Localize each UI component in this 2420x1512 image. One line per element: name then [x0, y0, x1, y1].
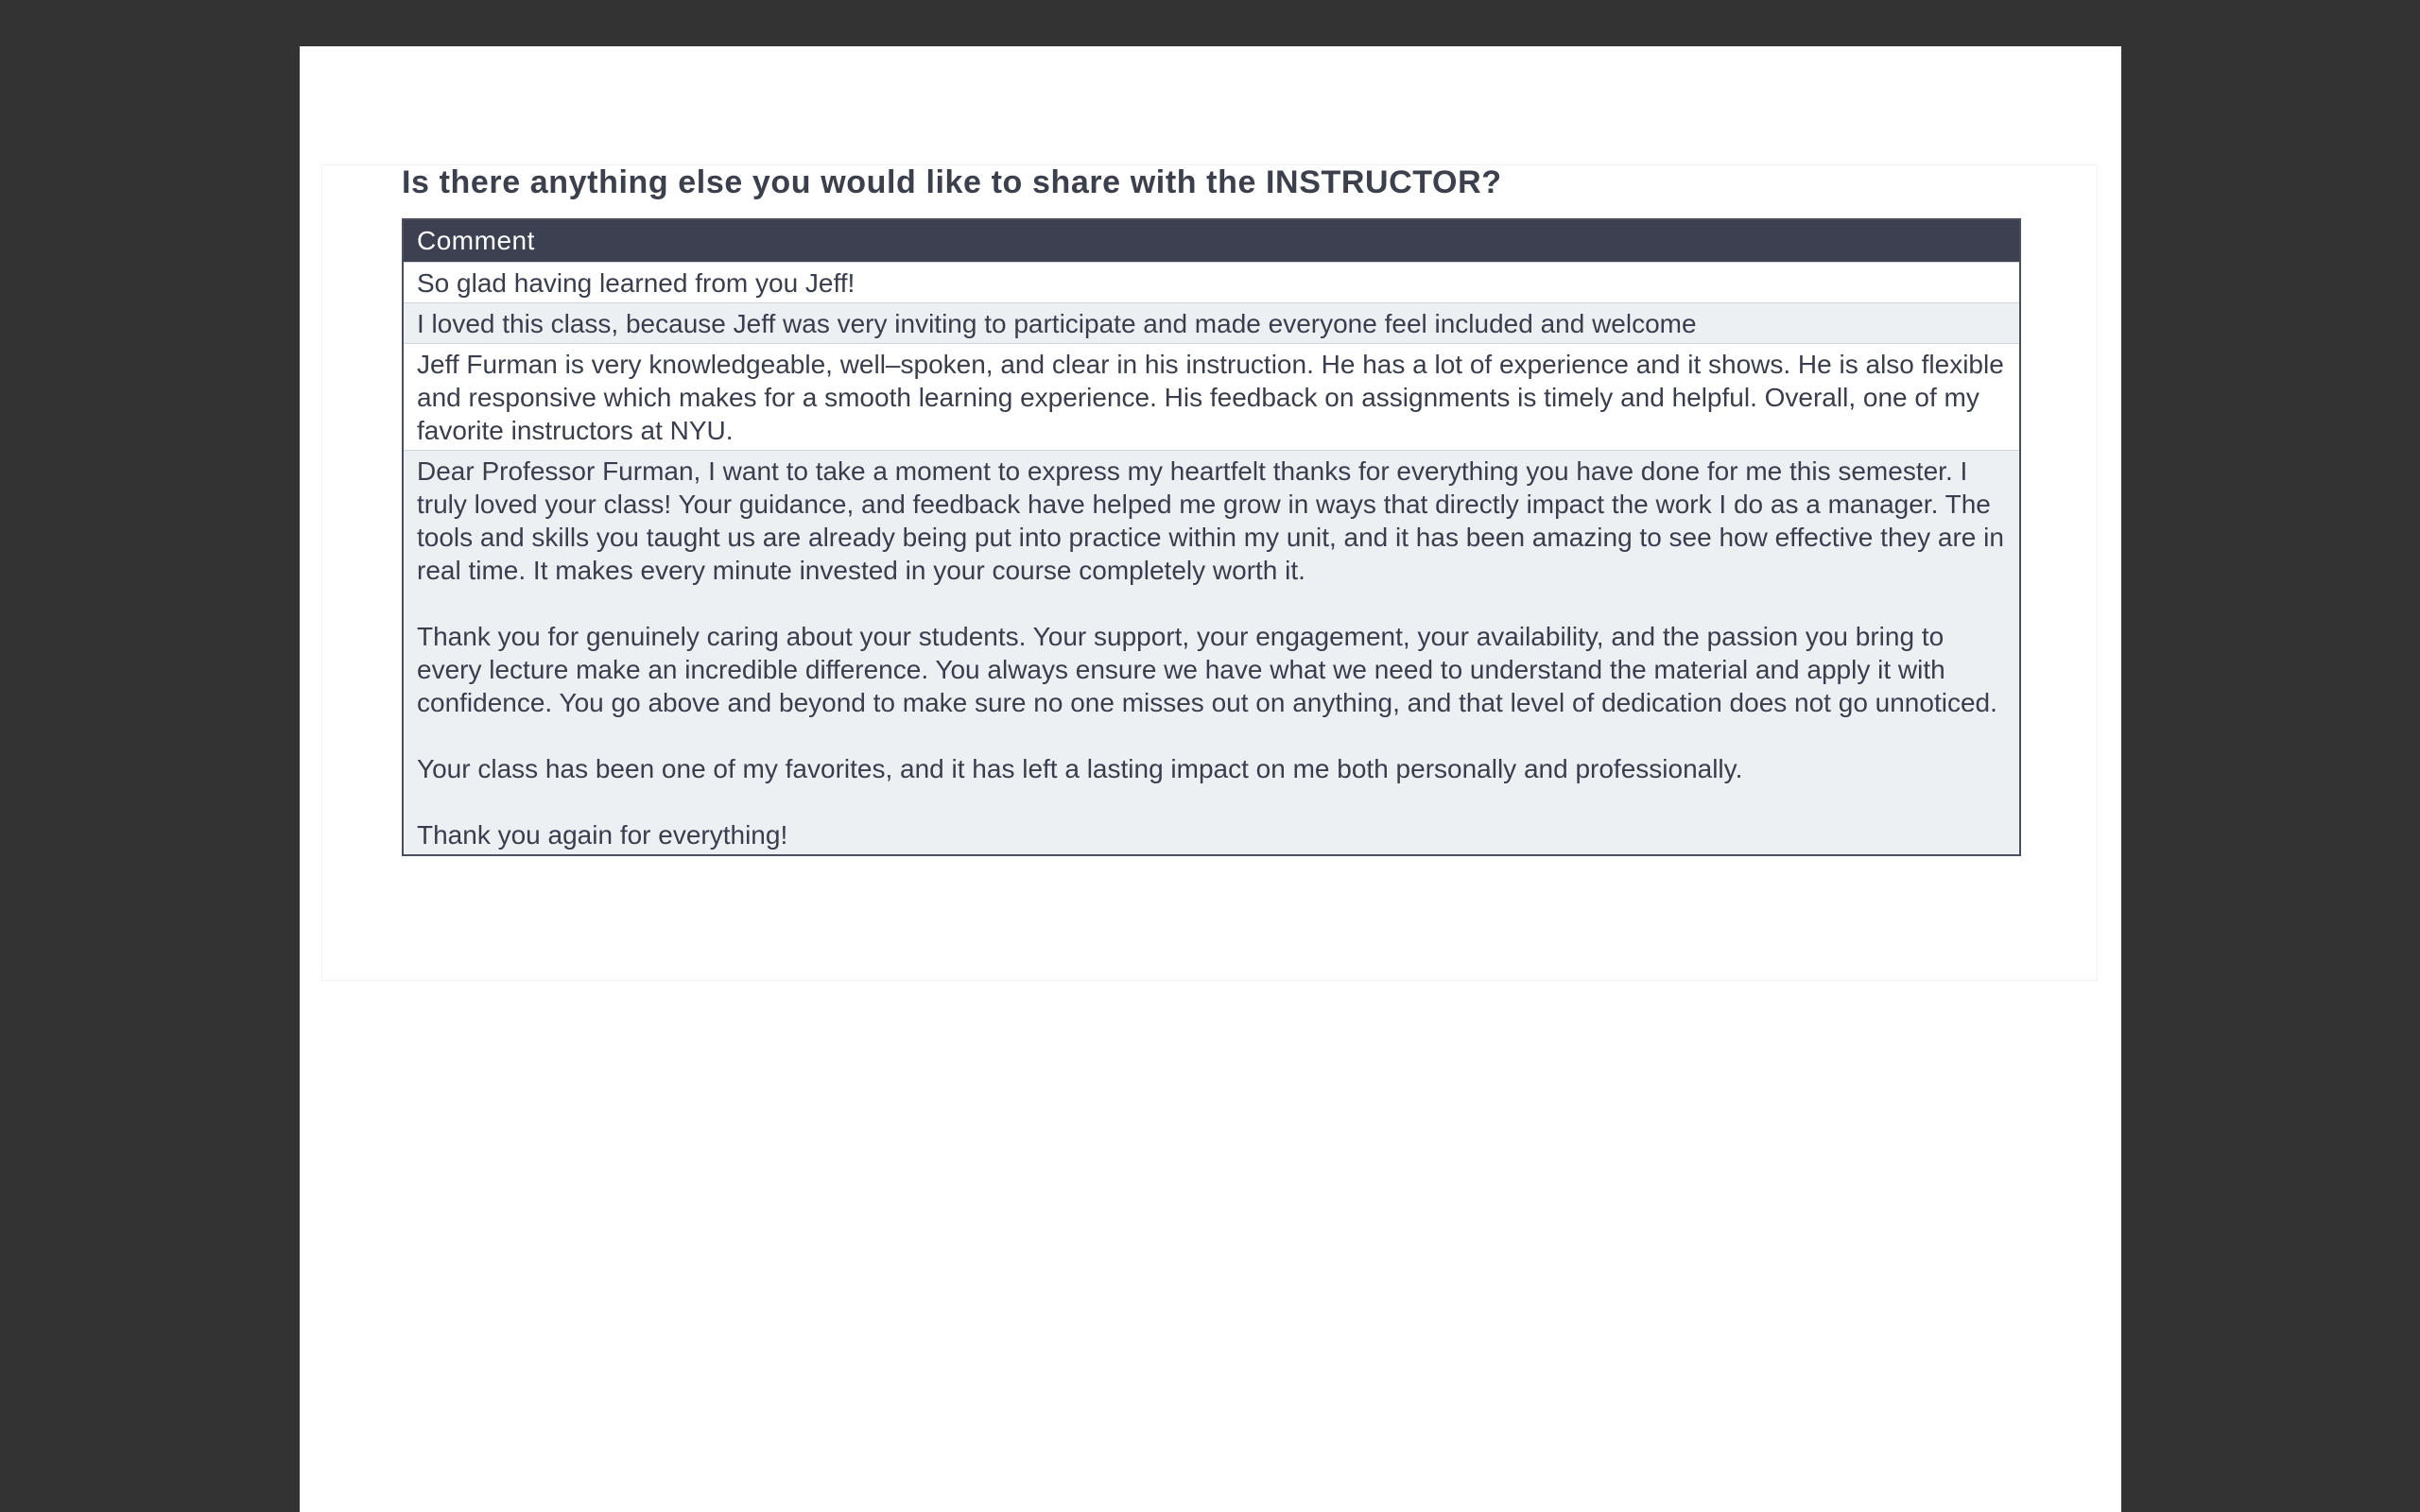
question-title: Is there anything else you would like to share with the INSTRUCTOR? — [402, 164, 1502, 200]
table-row — [403, 303, 2020, 344]
table-row — [403, 344, 2020, 451]
column-header-comment: Comment — [403, 219, 2020, 263]
comment-cell: Dear Professor Furman, I want to take a moment to express my heartfelt thanks for everything you have done for me this semester. I truly loved your class! Your guidance, and feedback have helped me grow in ways that directly impact the work I do as a manager. The tools and skills you taught us are already being put into practice within my unit, and it has been amazing to see how effective they are in real time. It makes every minute invested in your course completely worth it. Thank you for genuinely caring about your students. Your support, your engagement, your availability, and the passion you bring to every lecture make an incredible difference. You always ensure we have what we need to understand the material and apply it with confidence. You go above and beyond to make sure no one misses out on anything, and that level of dedication does not go unnoticed. Your class has been one of my favorites, and it has left a lasting impact on me both personally and professionally. Thank you again for everything! — [403, 451, 2020, 856]
comment-cell: I loved this class, because Jeff was very inviting to participate and made everyone feel included and welcome — [403, 303, 2020, 344]
comment-cell: Jeff Furman is very knowledgeable, well–spoken, and clear in his instruction. He has a lot of experience and it shows. He is also flexible and responsive which makes for a smooth learning experience. His feedback on assignments is timely and helpful. Overall, one of my favorite instructors at NYU. — [403, 344, 2020, 451]
comment-cell: So glad having learned from you Jeff! — [403, 263, 2020, 303]
document-page — [300, 46, 2121, 1512]
table-header-row — [403, 219, 2020, 263]
table-row — [403, 263, 2020, 303]
table-row — [403, 451, 2020, 856]
comment-table — [402, 218, 2021, 856]
